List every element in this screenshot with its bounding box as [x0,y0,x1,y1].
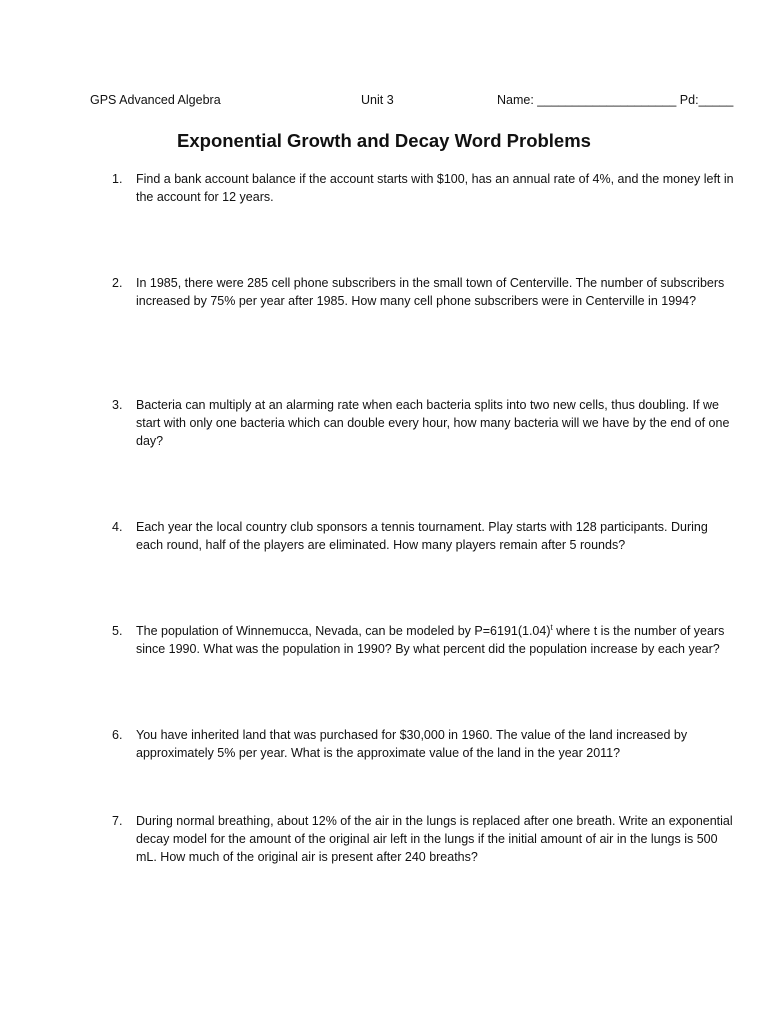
problem-number: 6. [112,728,123,742]
problem-text: During normal breathing, about 12% of the air in the lungs is replaced after one breath. Write an exponential decay model for the amount of the original air left in the lungs if the initial amount of air in the lungs is 500 mL. How much of the original air is present after 240 breaths? [136,814,733,864]
problem-text-part: where t is the number of years since 1990. What was the population in 1990? By what percent did the population increase by each year? [136,624,725,656]
problem-number: 1. [112,172,123,186]
worksheet-header [90,93,734,111]
name-period-field: Name: ____________________ Pd:_____ [497,93,734,107]
unit-label: Unit 3 [361,93,394,107]
problem-text: In 1985, there were 285 cell phone subscribers in the small town of Centerville. The number of subscribers increased by 75% per year after 1985. How many cell phone subscribers were in Centerville in 1994? [136,276,725,308]
problem-text [136,622,736,658]
page-title: Exponential Growth and Decay Word Problems [177,130,591,151]
problem-number: 4. [112,520,123,534]
course-name: GPS Advanced Algebra [90,93,221,107]
problem-number: 3. [112,398,123,412]
problem-number: 5. [112,624,123,638]
problem-text: You have inherited land that was purchased for $30,000 in 1960. The value of the land increased by approximately 5% per year. What is the approximate value of the land in the year 2011? [136,728,688,760]
problem-text: Bacteria can multiply at an alarming rate when each bacteria splits into two new cells, thus doubling. If we start with only one bacteria which can double every hour, how many bacteria will we have by the end of one day? [136,398,730,448]
problem-text: Each year the local country club sponsors a tennis tournament. Play starts with 128 participants. During each round, half of the players are eliminated. How many players remain after 5 rounds? [136,520,708,552]
exponent: t [550,622,553,632]
problem-text-part: The population of Winnemucca, Nevada, can be modeled by P=6191(1.04) [136,624,551,638]
problem-text: Find a bank account balance if the account starts with $100, has an annual rate of 4%, and the money left in the account for 12 years. [136,172,734,204]
problem-number: 7. [112,814,123,828]
problem-number: 2. [112,276,123,290]
